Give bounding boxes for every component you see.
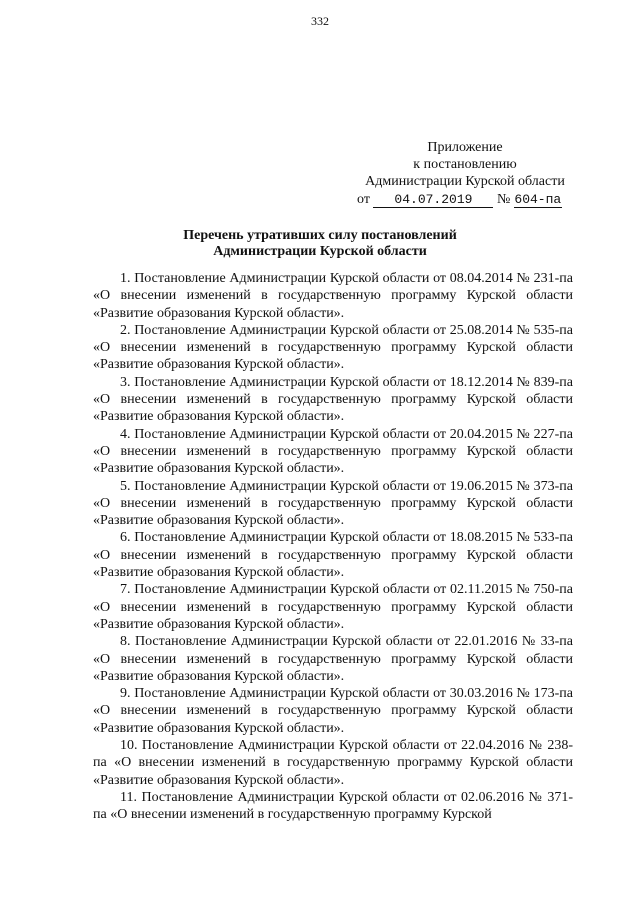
list-item: 3. Постановление Администрации Курской области от 18.12.2014 № 839-па «О внесении изменений в государственную программу Курской области «Развитие образования Курской области». <box>93 374 573 425</box>
title-line-1: Перечень утративших силу постановлений <box>183 228 457 243</box>
list-item: 6. Постановление Администрации Курской области от 18.08.2015 № 533-па «О внесении изменений в государственную программу Курской области «Развитие образования Курской области». <box>93 530 573 581</box>
document-title <box>0 228 640 260</box>
list-item: 10. Постановление Администрации Курской области от 22.04.2016 № 238-па «О внесении изменений в государственную программу Курской области «Развитие образования Курской области». <box>93 738 573 788</box>
list-item: 2. Постановление Администрации Курской области от 25.08.2014 № 535-па «О внесении изменений в государственную программу Курской области «Развитие образования Курской области». <box>93 322 573 373</box>
decree-number: 604-па <box>514 192 562 207</box>
page-number: 332 <box>311 14 329 28</box>
number-prefix: № <box>496 192 511 207</box>
appendix-subtitle: к постановлению <box>413 157 517 172</box>
list-item: 11. Постановление Администрации Курской области от 02.06.2016 № 371-па «О внесении изменений в государственную программу Курской <box>93 789 573 823</box>
list-item: 8. Постановление Администрации Курской области от 22.01.2016 № 33-па «О внесении изменений в государственную программу Курской области «Развитие образования Курской области». <box>93 634 573 684</box>
list-item: 7. Постановление Администрации Курской области от 02.11.2015 № 750-па «О внесении изменений в государственную программу Курской области «Развитие образования Курской области». <box>93 582 573 632</box>
list-item: 4. Постановление Администрации Курской области от 20.04.2015 № 227-па «О внесении изменений в государственную программу Курской области «Развитие образования Курской области». <box>93 426 573 477</box>
repealed-decrees-list <box>93 270 573 824</box>
appendix-title: Приложение <box>427 140 503 155</box>
decree-date: 04.07.2019 <box>373 192 493 208</box>
title-line-2: Администрации Курской области <box>213 244 427 259</box>
list-item: 5. Постановление Администрации Курской области от 19.06.2015 № 373-па «О внесении изменений в государственную программу Курской области «Развитие образования Курской области». <box>93 478 573 529</box>
list-item: 1. Постановление Администрации Курской области от 08.04.2014 № 231-па «О внесении изменений в государственную программу Курской области «Развитие образования Курской области». <box>93 271 573 321</box>
appendix-date-line <box>357 191 573 208</box>
appendix-authority: Администрации Курской области <box>365 174 565 189</box>
appendix-block <box>357 139 573 208</box>
date-prefix: от <box>357 192 370 207</box>
list-item: 9. Постановление Администрации Курской области от 30.03.2016 № 173-па «О внесении изменений в государственную программу Курской области «Развитие образования Курской области». <box>93 686 573 736</box>
